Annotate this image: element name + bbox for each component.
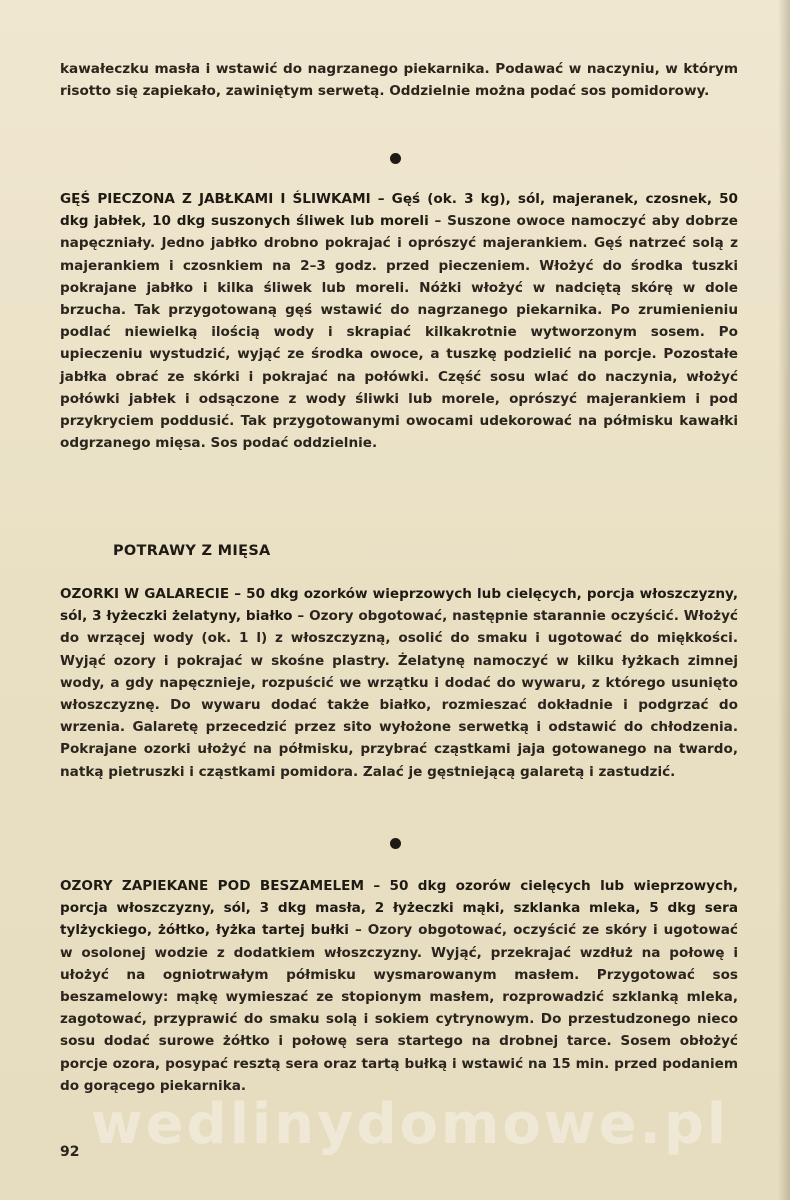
recipe-title: OZORY ZAPIEKANE POD BESZAMELEM – <box>60 878 390 894</box>
recipe-body: – Ozory obgotować, oczyścić ze skóry i ugotować w osolonej wodzie z dodatkiem włoszczyzny. Wyjąć, przekrajać wzdłuż na połowę i ułożyć na ogniotrwałym półmisku wysmarowanym masłem. Przygotować sos beszamelowy: mąkę wymieszać ze stopionym masłem, rozprowadzić szklanką mleka, zagotować, przyprawić do smaku solą i sokiem cytrynowym. Do przestudzonego nieco sosu dodać surowe żółtko i połowę sera startego na drobnej tarce. Sosem obłożyć porcje ozora, posypać resztą sera oraz tartą bułką i wstawić na 15 min. przed podaniem do gorącego piekarnika. <box>60 922 738 1094</box>
recipe-title: GĘŚ PIECZONA Z JABŁKAMI I ŚLIWKAMI – <box>60 191 392 207</box>
intro-paragraph <box>60 58 738 102</box>
page-number: 92 <box>60 1144 80 1160</box>
recipe-title: OZORKI W GALARECIE – <box>60 586 247 602</box>
recipe-tongues-in-aspic <box>60 583 738 783</box>
recipe-baked-tongues <box>60 875 738 1097</box>
page-edge-shadow <box>778 0 790 1200</box>
recipe-body: – Suszone owoce namoczyć aby dobrze napęczniały. Jedno jabłko drobno pokrajać i oprószyć majerankiem. Gęś natrzeć solą z majerankiem i czosnkiem na 2–3 godz. przed pieczeniem. Włożyć do środka tuszki pokrajane jabłko i kilka śliwek lub moreli. Nóżki włożyć w nadciętą skórę w dole brzucha. Tak przygotowaną gęś wstawić do nagrzanego piekarnika. Po zrumienieniu podlać niewielką ilością wody i skrapiać kilkakrotnie wytworzonym sosem. Po upieczeniu wystudzić, wyjąć ze środka owoce, a tuszkę podzielić na porcje. Pozostałe jabłka obrać ze skórki i pokrajać na połówki. Część sosu wlać do naczynia, włożyć połówki jabłek i odsączone z wody śliwki lub morele, oprószyć majerankiem i pod przykryciem poddusić. Tak przygotowanymi owocami udekorować na półmisku kawałki odgrzanego mięsa. Sos podać oddzielnie. <box>60 213 739 452</box>
recipe-body: – Ozory obgotować, następnie starannie oczyścić. Włożyć do wrzącej wody (ok. 1 l) z włoszczyzną, osolić do smaku i ugotować do miękkości. Wyjąć ozory i pokrajać w skośne plastry. Żelatynę namoczyć w kilku łyżkach zimnej wody, a gdy napęcznieje, rozpuścić we wrzątku i dodać do wywaru, z którego usunięto włoszczyznę. Do wywaru dodać także białko, rozmieszać dokładnie i podgrzać do wrzenia. Galaretę przecedzić przez sito wyłożone serwetką i odstawić do chłodzenia. Pokrajane ozorki ułożyć na półmisku, przybrać cząstkami jaja gotowanego na twardo, natką pietruszki i cząstkami pomidora. Zalać je gęstniejącą galaretą i zastudzić. <box>60 608 738 780</box>
intro-text: kawałeczku masła i wstawić do nagrzanego piekarnika. Podawać w naczyniu, w którym risotto się zapiekało, zawiniętym serwetą. Oddzielnie można podać sos pomidorowy. <box>60 61 738 100</box>
watermark: wedlinydomowe.pl <box>90 1092 730 1157</box>
recipe-ingredients: 50 dkg ozorów cielęcych lub wieprzowych, porcja włoszczyzny, sól, 3 dkg masła, 2 łyżeczki mąki, szklanka mleka, 5 dkg sera tylżyckiego, żółtko, łyżka tartej bułki <box>60 878 738 939</box>
recipe-goose <box>60 188 738 454</box>
recipe-ingredients: Gęś (ok. 3 kg), sól, majeranek, czosnek, 50 dkg jabłek, 10 dkg suszonych śliwek lub moreli <box>60 191 739 230</box>
section-divider-bullet <box>390 153 401 164</box>
section-title: POTRAWY Z MIĘSA <box>113 543 271 559</box>
section-divider-bullet <box>390 838 401 849</box>
recipe-ingredients: 50 dkg ozorków wieprzowych lub cielęcych, porcja włoszczyzny, sól, 3 łyżeczki żelatyny, białko <box>60 586 738 625</box>
